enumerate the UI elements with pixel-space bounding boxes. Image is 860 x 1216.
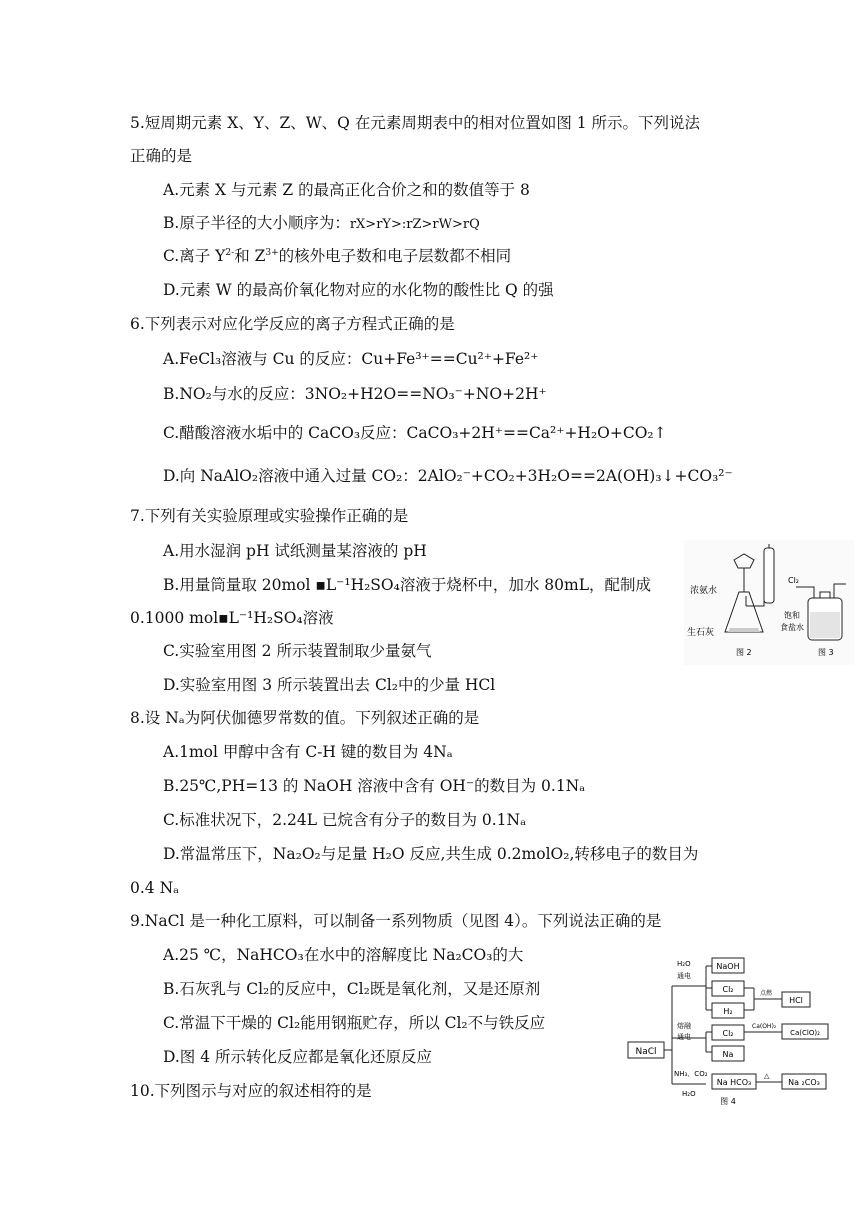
q9-option-d: D.图 4 所示转化反应都是氧化还原反应 <box>163 1048 433 1066</box>
fig4-ignite: 点燃 <box>760 990 773 997</box>
q7-option-c: C.实验室用图 2 所示装置制取少量氨气 <box>163 642 432 660</box>
fig4-cond2-b: 通电 <box>677 1033 691 1041</box>
fig4-cond1-a: H₂O <box>677 960 691 968</box>
fig4-cond3-a: NH₃、CO₂ <box>674 1070 708 1078</box>
q7-stem: 7.下列有关实验原理或实验操作正确的是 <box>130 507 409 525</box>
q9-option-b: B.石灰乳与 Cl₂的反应中，Cl₂既是氧化剂，又是还原剂 <box>163 980 541 998</box>
q5-option-c-part2: 和 Z <box>234 247 266 265</box>
fig4-cl2-mid: Cl₂ <box>722 1029 734 1038</box>
fig4-na2co3: Na ₂CO₃ <box>788 1078 820 1087</box>
q7-option-b-cont: 0.1000 mol▪L⁻¹H₂SO₄溶液 <box>130 609 334 627</box>
fig4-hcl: HCl <box>789 996 803 1005</box>
fig4-cond3-b: H₂O <box>682 1090 696 1098</box>
q5-option-d: D.元素 W 的最高价氧化物对应的水化物的酸性比 Q 的强 <box>163 281 554 299</box>
q5-stem: 5.短周期元素 X、Y、Z、W、Q 在元素周期表中的相对位置如图 1 所示。下列说法 <box>130 114 701 132</box>
q7-option-d: D.实验室用图 3 所示装置出去 Cl₂中的少量 HCl <box>163 676 496 694</box>
q6-option-c: C.醋酸溶液水垢中的 CaCO₃反应：CaCO₃+2H⁺==Ca²⁺+H₂O+CO₂↑ <box>163 424 667 442</box>
fig4-h2: H₂ <box>723 1007 733 1016</box>
q8-option-d-cont: 0.4 Nₐ <box>130 879 180 897</box>
q8-option-a: A.1mol 甲醇中含有 C-H 键的数目为 4Nₐ <box>163 743 453 761</box>
q5-option-c-part1: C.离子 Y <box>163 247 226 265</box>
fig4-naoh: NaOH <box>716 962 740 971</box>
fig4-cl2-top: Cl₂ <box>722 985 734 994</box>
fig4-cond2-a: 熔融 <box>677 1022 691 1030</box>
q5-option-c <box>163 246 511 266</box>
figure-4-flowchart <box>622 948 852 1108</box>
q5-option-c-sup1: 2- <box>225 247 235 258</box>
fig4-na: Na <box>722 1050 734 1059</box>
fig4-cond1-b: 通电 <box>677 972 691 980</box>
fig4-caoh2: Ca(OH)₂ <box>752 1023 777 1030</box>
q8-option-c: C.标准状况下，2.24L 已烷含有分子的数目为 0.1Nₐ <box>163 811 527 829</box>
q5-option-c-part3: 的核外电子数和电子层数都不相同 <box>278 247 512 265</box>
q6-stem: 6.下列表示对应化学反应的离子方程式正确的是 <box>130 315 455 333</box>
fig3-caption: 图 3 <box>818 648 834 657</box>
q6-option-d: D.向 NaAlO₂溶液中通入过量 CO₂：2AlO₂⁻+CO₂+3H₂O==2A(OH)₃↓+CO₃²⁻ <box>163 467 733 485</box>
fig2-caption: 图 2 <box>736 648 752 657</box>
fig4-caption: 图 4 <box>720 1097 736 1106</box>
fig3-label-cl2: Cl₂ <box>788 576 800 585</box>
q9-option-a: A.25 ℃，NaHCO₃在水中的溶解度比 Na₂CO₃的大 <box>163 946 524 964</box>
q5-option-c-sup2: 3+ <box>265 247 279 258</box>
q6-option-a: A.FeCl₃溶液与 Cu 的反应：Cu+Fe³⁺==Cu²⁺+Fe²⁺ <box>163 350 539 368</box>
fig3-label-brine-1: 饱和 <box>784 611 800 620</box>
q5-option-b-text: B.原子半径的大小顺序为： <box>163 214 350 232</box>
q7-option-a: A.用水湿润 pH 试纸测量某溶液的 pH <box>163 542 427 560</box>
q5-stem-cont: 正确的是 <box>130 147 193 165</box>
q9-stem: 9.NaCl 是一种化工原料，可以制备一系列物质（见图 4）。下列说法正确的是 <box>130 912 662 930</box>
fig4-nacl: NaCl <box>635 1047 657 1057</box>
figure-2-3 <box>684 540 854 665</box>
fig4-nahco3: Na HCO₃ <box>716 1078 752 1087</box>
q8-stem: 8.设 Nₐ为阿伏伽德罗常数的值。下列叙述正确的是 <box>130 709 480 727</box>
q5-option-b-formula: rX>rY>:rZ>rW>rQ <box>349 217 480 232</box>
fig4-heat: △ <box>764 1072 770 1080</box>
q8-option-d: D.常温常压下，Na₂O₂与足量 H₂O 反应,共生成 0.2molO₂,转移电子的数目为 <box>163 845 699 863</box>
q5-option-a: A.元素 X 与元素 Z 的最高正化合价之和的数值等于 8 <box>163 181 530 199</box>
q6-option-b: B.NO₂与水的反应：3NO₂+H2O==NO₃⁻+NO+2H⁺ <box>163 385 547 403</box>
q5-option-b <box>163 213 480 235</box>
fig3-label-brine-2: 食盐水 <box>780 623 804 632</box>
q8-option-b: B.25℃,PH=13 的 NaOH 溶液中含有 OH⁻的数目为 0.1Nₐ <box>163 777 586 795</box>
fig2-label-water: 浓氨水 <box>690 586 718 596</box>
fig4-caclo2: Ca(ClO)₂ <box>790 1029 820 1037</box>
q7-option-b: B.用量筒量取 20mol ▪L⁻¹H₂SO₄溶液于烧杯中，加水 80mL，配制成 <box>163 576 651 594</box>
fig2-label-lime: 生石灰 <box>687 628 715 638</box>
q9-option-c: C.常温下干燥的 Cl₂能用钢瓶贮存，所以 Cl₂不与铁反应 <box>163 1014 546 1032</box>
q10-stem: 10.下列图示与对应的叙述相符的是 <box>130 1082 372 1100</box>
